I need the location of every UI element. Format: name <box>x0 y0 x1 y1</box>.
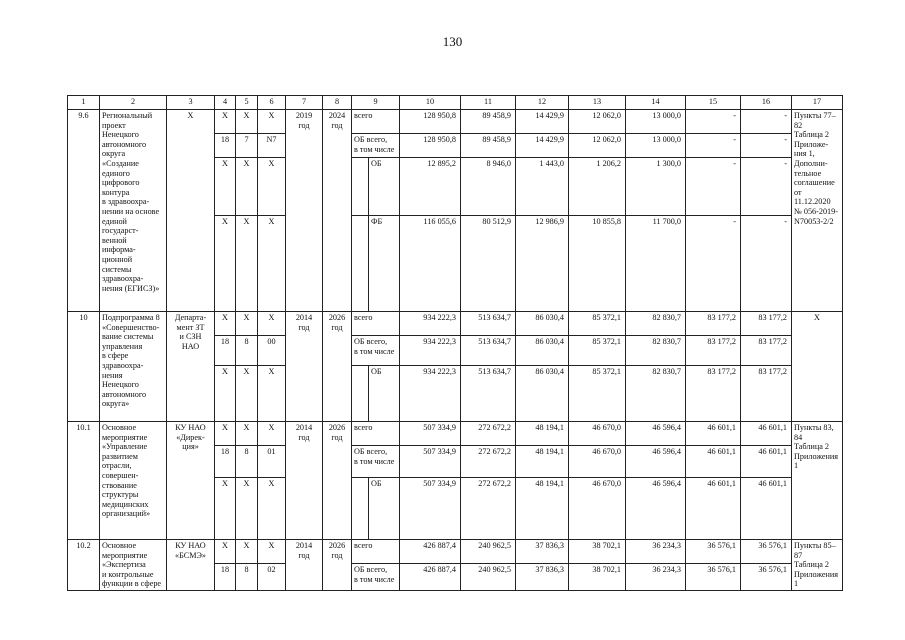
code-6: Х <box>258 216 286 312</box>
funding-source-label: ОБ <box>371 367 382 376</box>
notes: Пункты 83, 84 Таблица 2 Приложения 1 <box>792 422 843 540</box>
amount-15: 46 601,1 <box>686 422 741 446</box>
code-4: 18 <box>215 446 236 478</box>
notes: Пункты 77–82 Таблица 2 Приложе- ния 1, Дополни- тельное соглашение от 11.12.2020 № 056-2019- N70053-2/2 <box>792 110 843 312</box>
amount-12: 48 194,1 <box>516 478 569 540</box>
column-number: 13 <box>569 96 626 110</box>
header-row <box>68 96 843 110</box>
amount-16: 36 576,1 <box>741 564 792 591</box>
column-number: 1 <box>68 96 100 110</box>
amount-12: 37 836,3 <box>516 564 569 591</box>
code-6: N7 <box>258 134 286 158</box>
amount-12: 48 194,1 <box>516 422 569 446</box>
budget-table <box>67 95 843 591</box>
code-5: Х <box>236 540 258 564</box>
amount-10: 507 334,9 <box>400 446 461 478</box>
amount-12: 1 443,0 <box>516 158 569 216</box>
code-6: 02 <box>258 564 286 591</box>
year-start: 2014 год <box>286 540 323 591</box>
amount-12: 86 030,4 <box>516 336 569 366</box>
amount-11: 80 512,9 <box>461 216 516 312</box>
row-number: 10.2 <box>68 540 100 591</box>
amount-13: 46 670,0 <box>569 446 626 478</box>
amount-14: 13 000,0 <box>626 134 686 158</box>
column-number: 9 <box>352 96 400 110</box>
amount-11: 240 962,5 <box>461 540 516 564</box>
amount-16: - <box>741 158 792 216</box>
amount-13: 12 062,0 <box>569 110 626 134</box>
amount-14: 11 700,0 <box>626 216 686 312</box>
code-6: Х <box>258 110 286 134</box>
amount-13: 10 855,8 <box>569 216 626 312</box>
code-6: 00 <box>258 336 286 366</box>
funding-source: всего <box>352 110 400 134</box>
amount-12: 14 429,9 <box>516 110 569 134</box>
amount-11: 89 458,9 <box>461 110 516 134</box>
code-6: Х <box>258 540 286 564</box>
funding-source: ОБ всего, в том числе <box>352 446 400 478</box>
column-number: 10 <box>400 96 461 110</box>
year-end: 2024 год <box>323 110 352 312</box>
item-name: Региональный проект Ненецкого автономного округа «Создание единого цифрового контура в здравоохра- нении на основе единой государст- венной информа- ционной системы здравоохра- нения (ЕГИСЗ)» <box>100 110 167 312</box>
amount-15: 46 601,1 <box>686 446 741 478</box>
amount-11: 240 962,5 <box>461 564 516 591</box>
amount-16: 46 601,1 <box>741 446 792 478</box>
code-5: Х <box>236 422 258 446</box>
funding-source-label: ОБ <box>371 159 382 168</box>
amount-15: - <box>686 216 741 312</box>
amount-10: 507 334,9 <box>400 422 461 446</box>
amount-16: 46 601,1 <box>741 478 792 540</box>
amount-10: 507 334,9 <box>400 478 461 540</box>
code-4: Х <box>215 216 236 312</box>
amount-10: 128 950,8 <box>400 110 461 134</box>
year-end: 2026 год <box>323 422 352 540</box>
code-4: Х <box>215 366 236 422</box>
column-number: 17 <box>792 96 843 110</box>
code-5: 7 <box>236 134 258 158</box>
amount-15: 46 601,1 <box>686 478 741 540</box>
amount-15: 83 177,2 <box>686 312 741 336</box>
code-5: 8 <box>236 446 258 478</box>
executor: Департа- мент ЗТ и СЗН НАО <box>167 312 215 422</box>
code-5: Х <box>236 216 258 312</box>
amount-11: 8 946,0 <box>461 158 516 216</box>
amount-13: 85 372,1 <box>569 336 626 366</box>
column-number: 7 <box>286 96 323 110</box>
code-4: 18 <box>215 134 236 158</box>
amount-15: - <box>686 110 741 134</box>
code-5: Х <box>236 110 258 134</box>
amount-16: 46 601,1 <box>741 422 792 446</box>
year-start: 2014 год <box>286 312 323 422</box>
code-4: 18 <box>215 564 236 591</box>
funding-source <box>352 216 400 312</box>
funding-source: всего <box>352 422 400 446</box>
amount-14: 82 830,7 <box>626 312 686 336</box>
code-5: Х <box>236 478 258 540</box>
year-start: 2014 год <box>286 422 323 540</box>
code-4: Х <box>215 422 236 446</box>
amount-13: 12 062,0 <box>569 134 626 158</box>
funding-source: всего <box>352 312 400 336</box>
amount-13: 85 372,1 <box>569 312 626 336</box>
amount-15: 83 177,2 <box>686 336 741 366</box>
column-number: 6 <box>258 96 286 110</box>
funding-source <box>352 366 400 422</box>
column-number: 8 <box>323 96 352 110</box>
code-4: Х <box>215 110 236 134</box>
code-6: Х <box>258 366 286 422</box>
amount-12: 37 836,3 <box>516 540 569 564</box>
notes: Х <box>792 312 843 422</box>
amount-16: 83 177,2 <box>741 336 792 366</box>
page-number: 130 <box>442 34 463 49</box>
column-number: 5 <box>236 96 258 110</box>
table-row <box>68 422 843 446</box>
row-number: 9.6 <box>68 110 100 312</box>
table-row <box>68 312 843 336</box>
executor: КУ НАО «Дирек- ция» <box>167 422 215 540</box>
amount-11: 272 672,2 <box>461 478 516 540</box>
column-number: 2 <box>100 96 167 110</box>
column-number: 14 <box>626 96 686 110</box>
executor: Х <box>167 110 215 312</box>
funding-source-label: ОБ <box>371 479 382 488</box>
column-number: 12 <box>516 96 569 110</box>
amount-13: 38 702,1 <box>569 564 626 591</box>
table-row <box>68 540 843 564</box>
amount-14: 46 596,4 <box>626 422 686 446</box>
code-6: Х <box>258 158 286 216</box>
code-5: Х <box>236 158 258 216</box>
funding-source: ОБ всего, в том числе <box>352 564 400 591</box>
funding-source-label: ФБ <box>371 217 383 226</box>
code-5: Х <box>236 312 258 336</box>
amount-13: 1 206,2 <box>569 158 626 216</box>
table-row <box>68 110 843 134</box>
column-number: 4 <box>215 96 236 110</box>
amount-16: 83 177,2 <box>741 312 792 336</box>
code-6: 01 <box>258 446 286 478</box>
amount-10: 426 887,4 <box>400 540 461 564</box>
amount-15: 36 576,1 <box>686 540 741 564</box>
amount-11: 513 634,7 <box>461 366 516 422</box>
amount-15: - <box>686 134 741 158</box>
amount-12: 86 030,4 <box>516 366 569 422</box>
amount-16: - <box>741 216 792 312</box>
column-number: 3 <box>167 96 215 110</box>
item-name: Подпрограмма 8 «Совершенство- вание системы управления в сфере здравоохра- нения Ненецкого автономного округа» <box>100 312 167 422</box>
funding-source: ОБ всего, в том числе <box>352 134 400 158</box>
item-name: Основное мероприятие «Экспертиза и контрольные функции в сфере <box>100 540 167 591</box>
amount-14: 36 234,3 <box>626 564 686 591</box>
year-end: 2026 год <box>323 312 352 422</box>
amount-12: 12 986,9 <box>516 216 569 312</box>
column-number: 15 <box>686 96 741 110</box>
amount-16: 36 576,1 <box>741 540 792 564</box>
amount-13: 85 372,1 <box>569 366 626 422</box>
amount-10: 116 055,6 <box>400 216 461 312</box>
code-5: 8 <box>236 336 258 366</box>
code-4: Х <box>215 478 236 540</box>
amount-11: 513 634,7 <box>461 312 516 336</box>
amount-16: - <box>741 110 792 134</box>
amount-12: 48 194,1 <box>516 446 569 478</box>
amount-11: 89 458,9 <box>461 134 516 158</box>
amount-13: 46 670,0 <box>569 422 626 446</box>
amount-14: 13 000,0 <box>626 110 686 134</box>
amount-11: 513 634,7 <box>461 336 516 366</box>
column-number: 16 <box>741 96 792 110</box>
amount-10: 426 887,4 <box>400 564 461 591</box>
amount-14: 82 830,7 <box>626 366 686 422</box>
item-name: Основное мероприятие «Управление развитием отрасли, совершен- ствование структуры медицинских организаций» <box>100 422 167 540</box>
amount-10: 128 950,8 <box>400 134 461 158</box>
code-4: Х <box>215 312 236 336</box>
executor: КУ НАО «БСМЭ» <box>167 540 215 591</box>
amount-10: 934 222,3 <box>400 312 461 336</box>
amount-14: 46 596,4 <box>626 478 686 540</box>
amount-10: 12 895,2 <box>400 158 461 216</box>
amount-11: 272 672,2 <box>461 446 516 478</box>
amount-11: 272 672,2 <box>461 422 516 446</box>
amount-15: 83 177,2 <box>686 366 741 422</box>
amount-15: 36 576,1 <box>686 564 741 591</box>
year-end: 2026 год <box>323 540 352 591</box>
code-6: Х <box>258 422 286 446</box>
amount-14: 1 300,0 <box>626 158 686 216</box>
amount-12: 14 429,9 <box>516 134 569 158</box>
amount-13: 38 702,1 <box>569 540 626 564</box>
amount-13: 46 670,0 <box>569 478 626 540</box>
code-6: Х <box>258 478 286 540</box>
amount-14: 36 234,3 <box>626 540 686 564</box>
code-4: Х <box>215 540 236 564</box>
row-number: 10.1 <box>68 422 100 540</box>
code-5: 8 <box>236 564 258 591</box>
amount-10: 934 222,3 <box>400 366 461 422</box>
row-number: 10 <box>68 312 100 422</box>
funding-source: всего <box>352 540 400 564</box>
amount-16: - <box>741 134 792 158</box>
amount-12: 86 030,4 <box>516 312 569 336</box>
amount-15: - <box>686 158 741 216</box>
code-4: Х <box>215 158 236 216</box>
column-number: 11 <box>461 96 516 110</box>
funding-source <box>352 158 400 216</box>
funding-source: ОБ всего, в том числе <box>352 336 400 366</box>
code-4: 18 <box>215 336 236 366</box>
code-6: Х <box>258 312 286 336</box>
amount-16: 83 177,2 <box>741 366 792 422</box>
funding-source <box>352 478 400 540</box>
year-start: 2019 год <box>286 110 323 312</box>
code-5: Х <box>236 366 258 422</box>
amount-10: 934 222,3 <box>400 336 461 366</box>
amount-14: 82 830,7 <box>626 336 686 366</box>
notes: Пункты 85–87 Таблица 2 Приложения 1 <box>792 540 843 591</box>
amount-14: 46 596,4 <box>626 446 686 478</box>
